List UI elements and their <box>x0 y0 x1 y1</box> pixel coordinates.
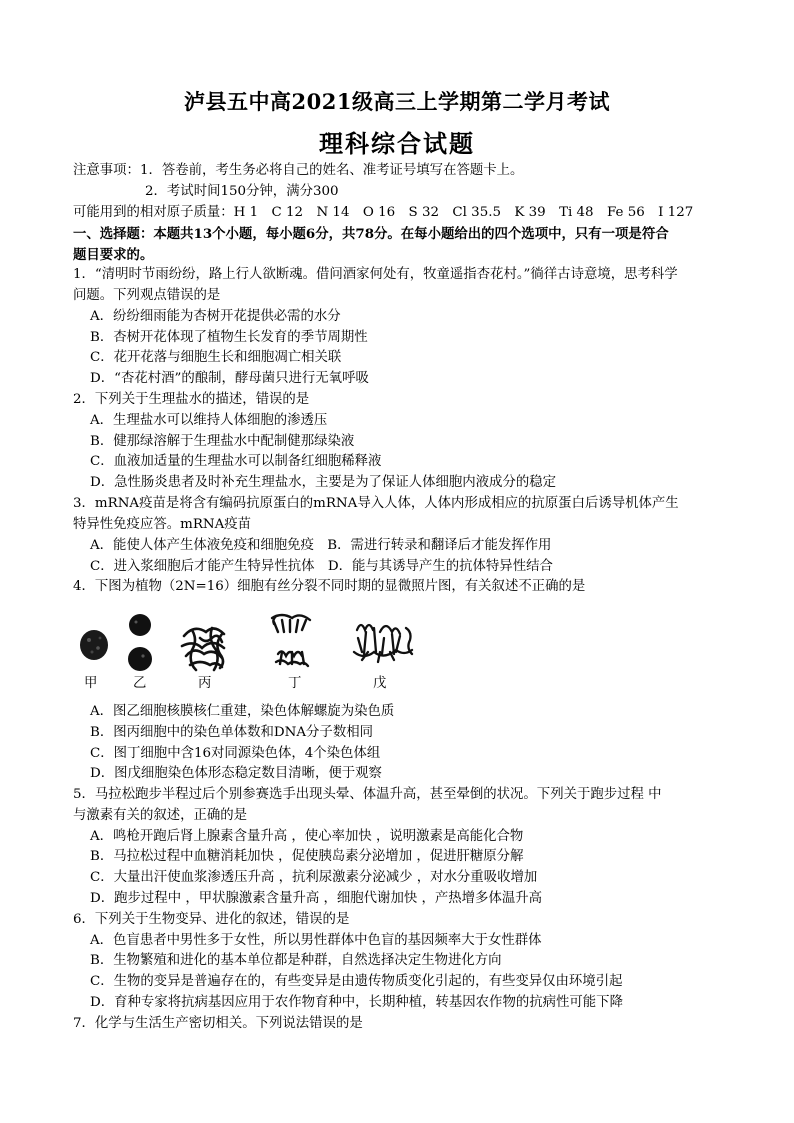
q2-stem: 2．下列关于生理盐水的描述，错误的是 <box>73 392 310 407</box>
q5-option-a: A．鸣枪开跑后肾上腺素含量升高 ，使心率加快 ，说明激素是高能化合物 <box>90 829 524 844</box>
q1-option-a: A．纷纷细雨能为杏树开花提供必需的水分 <box>90 309 341 324</box>
q4-option-d: D．图戊细胞染色体形态稳定数目清晰，便于观察 <box>90 766 382 781</box>
section-instructions-2: 题目要求的。 <box>73 247 154 263</box>
q4-option-b: B．图丙细胞中的染色单体数和DNA分子数相同 <box>90 725 373 740</box>
q6-option-a: A．色盲患者中男性多于女性，所以男性群体中色盲的基因频率大于女性群体 <box>90 933 542 948</box>
figure-label-wu: 戊 <box>373 676 387 691</box>
section-instructions-1: 一、选择题：本题共13个小题，每小题6分，共78分。在每小题给出的四个选项中，只有一项是符合 <box>73 226 669 242</box>
q1-option-c: C．花开花落与细胞生长和细胞凋亡相关联 <box>90 350 342 365</box>
q6-stem: 6．下列关于生物变异、进化的叙述，错误的是 <box>73 912 350 927</box>
q4-option-a: A．图乙细胞核膜核仁重建，染色体解螺旋为染色质 <box>90 704 395 719</box>
q5-stem-2: 与激素有关的叙述，正确的是 <box>73 808 248 823</box>
notes-line-2: 2．考试时间150分钟，满分300 <box>145 184 339 199</box>
q3-options-cd: C．进入浆细胞后才能产生特异性抗体 D．能与其诱导产生的抗体特异性结合 <box>90 559 553 574</box>
cell-bing-image <box>182 628 224 670</box>
q3-stem-2: 特异性免疫应答。mRNA疫苗 <box>73 517 252 532</box>
q2-option-a: A．生理盐水可以维持人体细胞的渗透压 <box>90 413 328 428</box>
exam-subtitle: 理科综合试题 <box>319 129 475 158</box>
notes-line-1: 注意事项：1．答卷前，考生务必将自己的姓名、准考证号填写在答题卡上。 <box>73 163 524 178</box>
q5-option-b: B．马拉松过程中血糖消耗加快 ，促使胰岛素分泌增加 ，促进肝糖原分解 <box>90 849 524 864</box>
exam-title: 泸县五中高2021级高三上学期第二学月考试 <box>184 89 610 114</box>
cell-jia-image <box>80 630 108 660</box>
q5-option-d: D．跑步过程中 ，甲状腺激素含量升高 ，细胞代谢加快 ，产热增多体温升高 <box>90 891 543 906</box>
q2-option-b: B．健那绿溶解于生理盐水中配制健那绿染液 <box>90 434 355 449</box>
figure-label-ding: 丁 <box>288 676 302 691</box>
q2-option-c: C．血液加适量的生理盐水可以制备红细胞稀释液 <box>90 454 382 469</box>
figure-label-bing: 丙 <box>198 676 212 691</box>
q2-option-d: D．急性肠炎患者及时补充生理盐水，主要是为了保证人体细胞内液成分的稳定 <box>90 475 557 490</box>
q3-options-ab: A．能使人体产生体液免疫和细胞免疫 B．需进行转录和翻译后才能发挥作用 <box>90 538 552 553</box>
cell-ding-image <box>272 615 310 666</box>
q1-stem-2: 问题。下列观点错误的是 <box>73 288 221 303</box>
q6-option-b: B．生物繁殖和进化的基本单位都是种群，自然选择决定生物进化方向 <box>90 953 502 968</box>
q7-stem: 7．化学与生活生产密切相关。下列说法错误的是 <box>73 1016 363 1031</box>
q6-option-c: C．生物的变异是普遍存在的，有些变异是由遗传物质变化引起的，有些变异仅由环境引起 <box>90 974 623 989</box>
q1-option-d: D．“杏花村酒”的酿制，酵母菌只进行无氧呼吸 <box>90 371 369 386</box>
q1-stem-1: 1．“清明时节雨纷纷，路上行人欲断魂。借问酒家何处有，牧童遥指杏花村。”徜徉古诗意境，思考科学 <box>73 267 678 282</box>
q3-stem-1: 3．mRNA疫苗是将含有编码抗原蛋白的mRNA导入人体，人体内形成相应的抗原蛋白后诱导机体产生 <box>73 496 679 511</box>
q6-option-d: D．育种专家将抗病基因应用于农作物育种中，长期种植，转基因农作物的抗病性可能下降 <box>90 995 623 1010</box>
q1-option-b: B．杏树开花体现了植物生长发育的季节周期性 <box>90 330 368 345</box>
q4-option-c: C．图丁细胞中含16对同源染色体，4个染色体组 <box>90 746 381 761</box>
q5-stem-1: 5．马拉松跑步半程过后个别参赛选手出现头晕、体温升高，甚至晕倒的状况。下列关于跑步过程 中 <box>73 787 662 802</box>
cell-wu-image <box>354 625 412 662</box>
q5-option-c: C．大量出汗使血浆渗透压升高 ，抗利尿激素分泌减少 ，对水分重吸收增加 <box>90 870 538 885</box>
atomic-mass-line: 可能用到的相对原子质量：H 1 C 12 N 14 O 16 S 32 Cl 35.5 K 39 Ti 48 Fe 56 I 127 <box>73 205 694 220</box>
figure-label-yi: 乙 <box>133 676 147 691</box>
cell-yi-image <box>128 614 152 671</box>
q4-stem: 4．下图为植物（2N=16）细胞有丝分裂不同时期的显微照片图，有关叙述不正确的是 <box>73 579 586 594</box>
figure-label-jia: 甲 <box>84 676 98 691</box>
